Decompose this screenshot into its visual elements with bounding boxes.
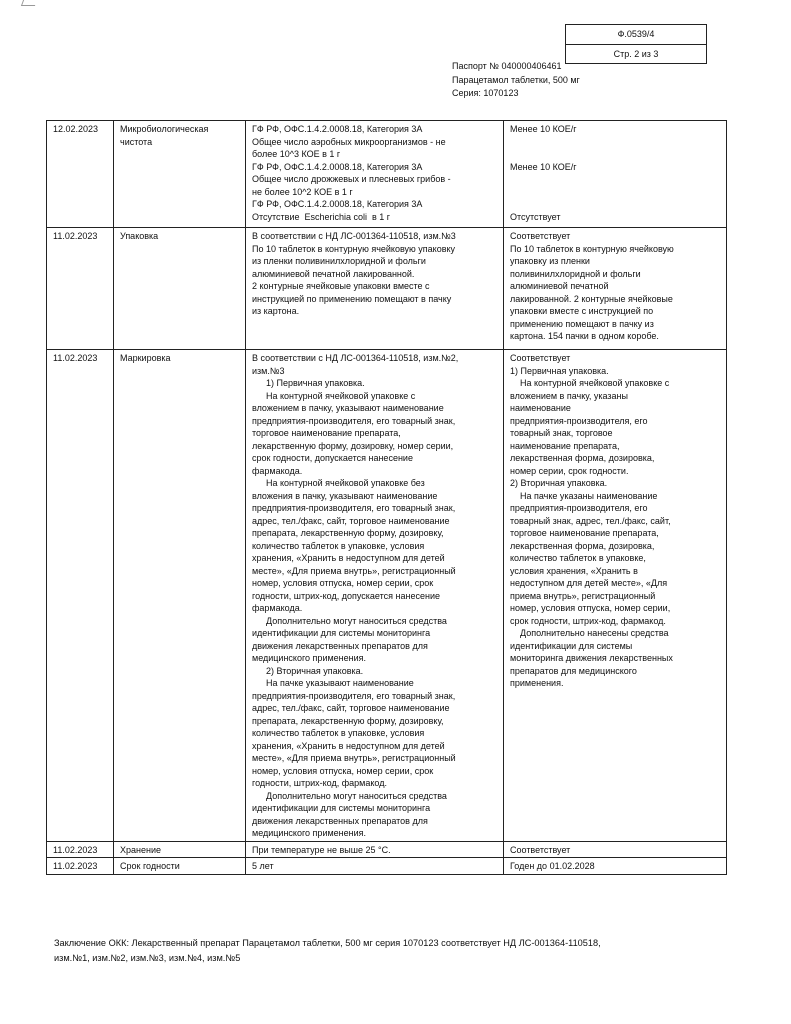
row-requirement: В соответствии с НД ЛС-001364-110518, изм.№2, изм.№3 1) Первичная упаковка. На контурной ячейковой упаковке с вложением в пачку, указывают наименование предприятия-производителя, его товарный знак, торговое наименование препарата, лекарственную форму, дозировку, номер серии, срок годности, допускается нанесение фармакода. На контурной ячейковой упаковке без вложения в пачку, указывают наименование предприятия-производителя, его товарный знак, адрес, тел./факс, сайт, торговое наименование препарата, лекарственную форму, дозировку, количество таблеток в упаковке, условия хранения, «Хранить в недоступном для детей месте», «Для приема внутрь», регистрационный номер, условия отпуска, номер серии, срок годности, штрих-код, допускается нанесение фармакода. Дополнительно могут наноситься средства идентификации для системы мониторинга движения лекарственных препаратов для медицинского применения. 2) Вторичная упаковка. На пачке указывают наименование предприятия-производителя, его товарный знак, адрес, тел./факс, сайт, торговое наименование препарата, лекарственную форму, дозировку, количество таблеток в упаковке, условия хранения, «Хранить в недоступном для детей месте», «Для приема внутрь», регистрационный номер, условия отпуска, номер серии, срок годности, штрих-код, фармакод. Дополнительно могут наноситься средства идентификации для системы мониторинга движения лекарственных препаратов для медицинского применения.: [246, 350, 504, 842]
row-result: Соответствует 1) Первичная упаковка. На контурной ячейковой упаковке с вложением в пачку, указаны наименование предприятия-производителя, его товарный знак, торговое наименование препарата, лекарственная форма, дозировка, номер серии, срок годности. 2) Вторичная упаковка. На пачке указаны наименование предприятия-производителя, его товарный знак, адрес, тел./факс, сайт, торговое наименование препарата, лекарственная форма, дозировка, количество таблеток в упаковке, условия хранения, «Хранить в недоступном для детей месте», «Для приема внутрь», регистрационный номер, условия отпуска, номер серии, срок годности, штрих-код, фармакод. Дополнительно нанесены средства идентификации для системы мониторинга движения лекарственных препаратов для медицинского применения.: [504, 350, 727, 842]
table-row-shelf-life: [47, 858, 727, 875]
passport-series: Серия: 1070123: [452, 88, 519, 98]
row-result: Годен до 01.02.2028: [504, 858, 727, 875]
passport-header: [452, 60, 580, 101]
row-test-name: Упаковка: [114, 228, 246, 350]
row-test-name: Хранение: [114, 841, 246, 858]
row-result: Соответствует По 10 таблеток в контурную ячейковую упаковку из пленки поливинилхлоридной и фольги алюминиевой печатной лакированной. 2 контурные ячейковые упаковки вместе с инструкцией по применению помещают в пачку из картона. 154 пачки в одном коробе.: [504, 228, 727, 350]
row-test-name: Маркировка: [114, 350, 246, 842]
page-number: Стр. 2 из 3: [566, 44, 706, 63]
table-row-marking: [47, 350, 727, 842]
row-result: Соответствует: [504, 841, 727, 858]
form-code-box: [565, 24, 707, 64]
qc-conclusion: [54, 936, 694, 966]
row-date: 11.02.2023: [47, 858, 114, 875]
scan-corner-mark: [21, 0, 37, 6]
row-date: 11.02.2023: [47, 228, 114, 350]
table-row-packaging: [47, 228, 727, 350]
row-date: 11.02.2023: [47, 350, 114, 842]
row-test-name: Срок годности: [114, 858, 246, 875]
row-requirement: При температуре не выше 25 °С.: [246, 841, 504, 858]
row-result: Менее 10 КОЕ/г Менее 10 КОЕ/г Отсутствует: [504, 121, 727, 228]
row-requirement: ГФ РФ, ОФС.1.4.2.0008.18, Категория 3А Общее число аэробных микроорганизмов - не более 10^3 КОЕ в 1 г ГФ РФ, ОФС.1.4.2.0008.18, Категория 3А Общее число дрожжевых и плесневых грибов - не более 10^2 КОЕ в 1 г ГФ РФ, ОФС.1.4.2.0008.18, Категория 3А Отсутствие Escherichia coli в 1 г: [246, 121, 504, 228]
conclusion-line: Заключение ОКК: Лекарственный препарат Парацетамол таблетки, 500 мг серия 1070123 соответствует НД ЛС-001364-110518,: [54, 938, 601, 948]
table-row-microbiology: [47, 121, 727, 228]
passport-number: Паспорт № 040000406461: [452, 61, 562, 71]
passport-product: Парацетамол таблетки, 500 мг: [452, 74, 580, 85]
row-test-name: Микробиологическая чистота: [114, 121, 246, 228]
row-date: 11.02.2023: [47, 841, 114, 858]
table-row-storage: [47, 841, 727, 858]
row-requirement: 5 лет: [246, 858, 504, 875]
row-date: 12.02.2023: [47, 121, 114, 228]
row-requirement: В соответствии с НД ЛС-001364-110518, изм.№3 По 10 таблеток в контурную ячейковую упаковку из пленки поливинилхлоридной и фольги алюминиевой печатной лакированной. 2 контурные ячейковые упаковки вместе с инструкцией по применению помещают в пачку из картона.: [246, 228, 504, 350]
test-results-table: [46, 120, 727, 875]
form-code: Ф.0539/4: [617, 29, 655, 39]
conclusion-line: изм.№1, изм.№2, изм.№3, изм.№4, изм.№5: [54, 953, 241, 963]
